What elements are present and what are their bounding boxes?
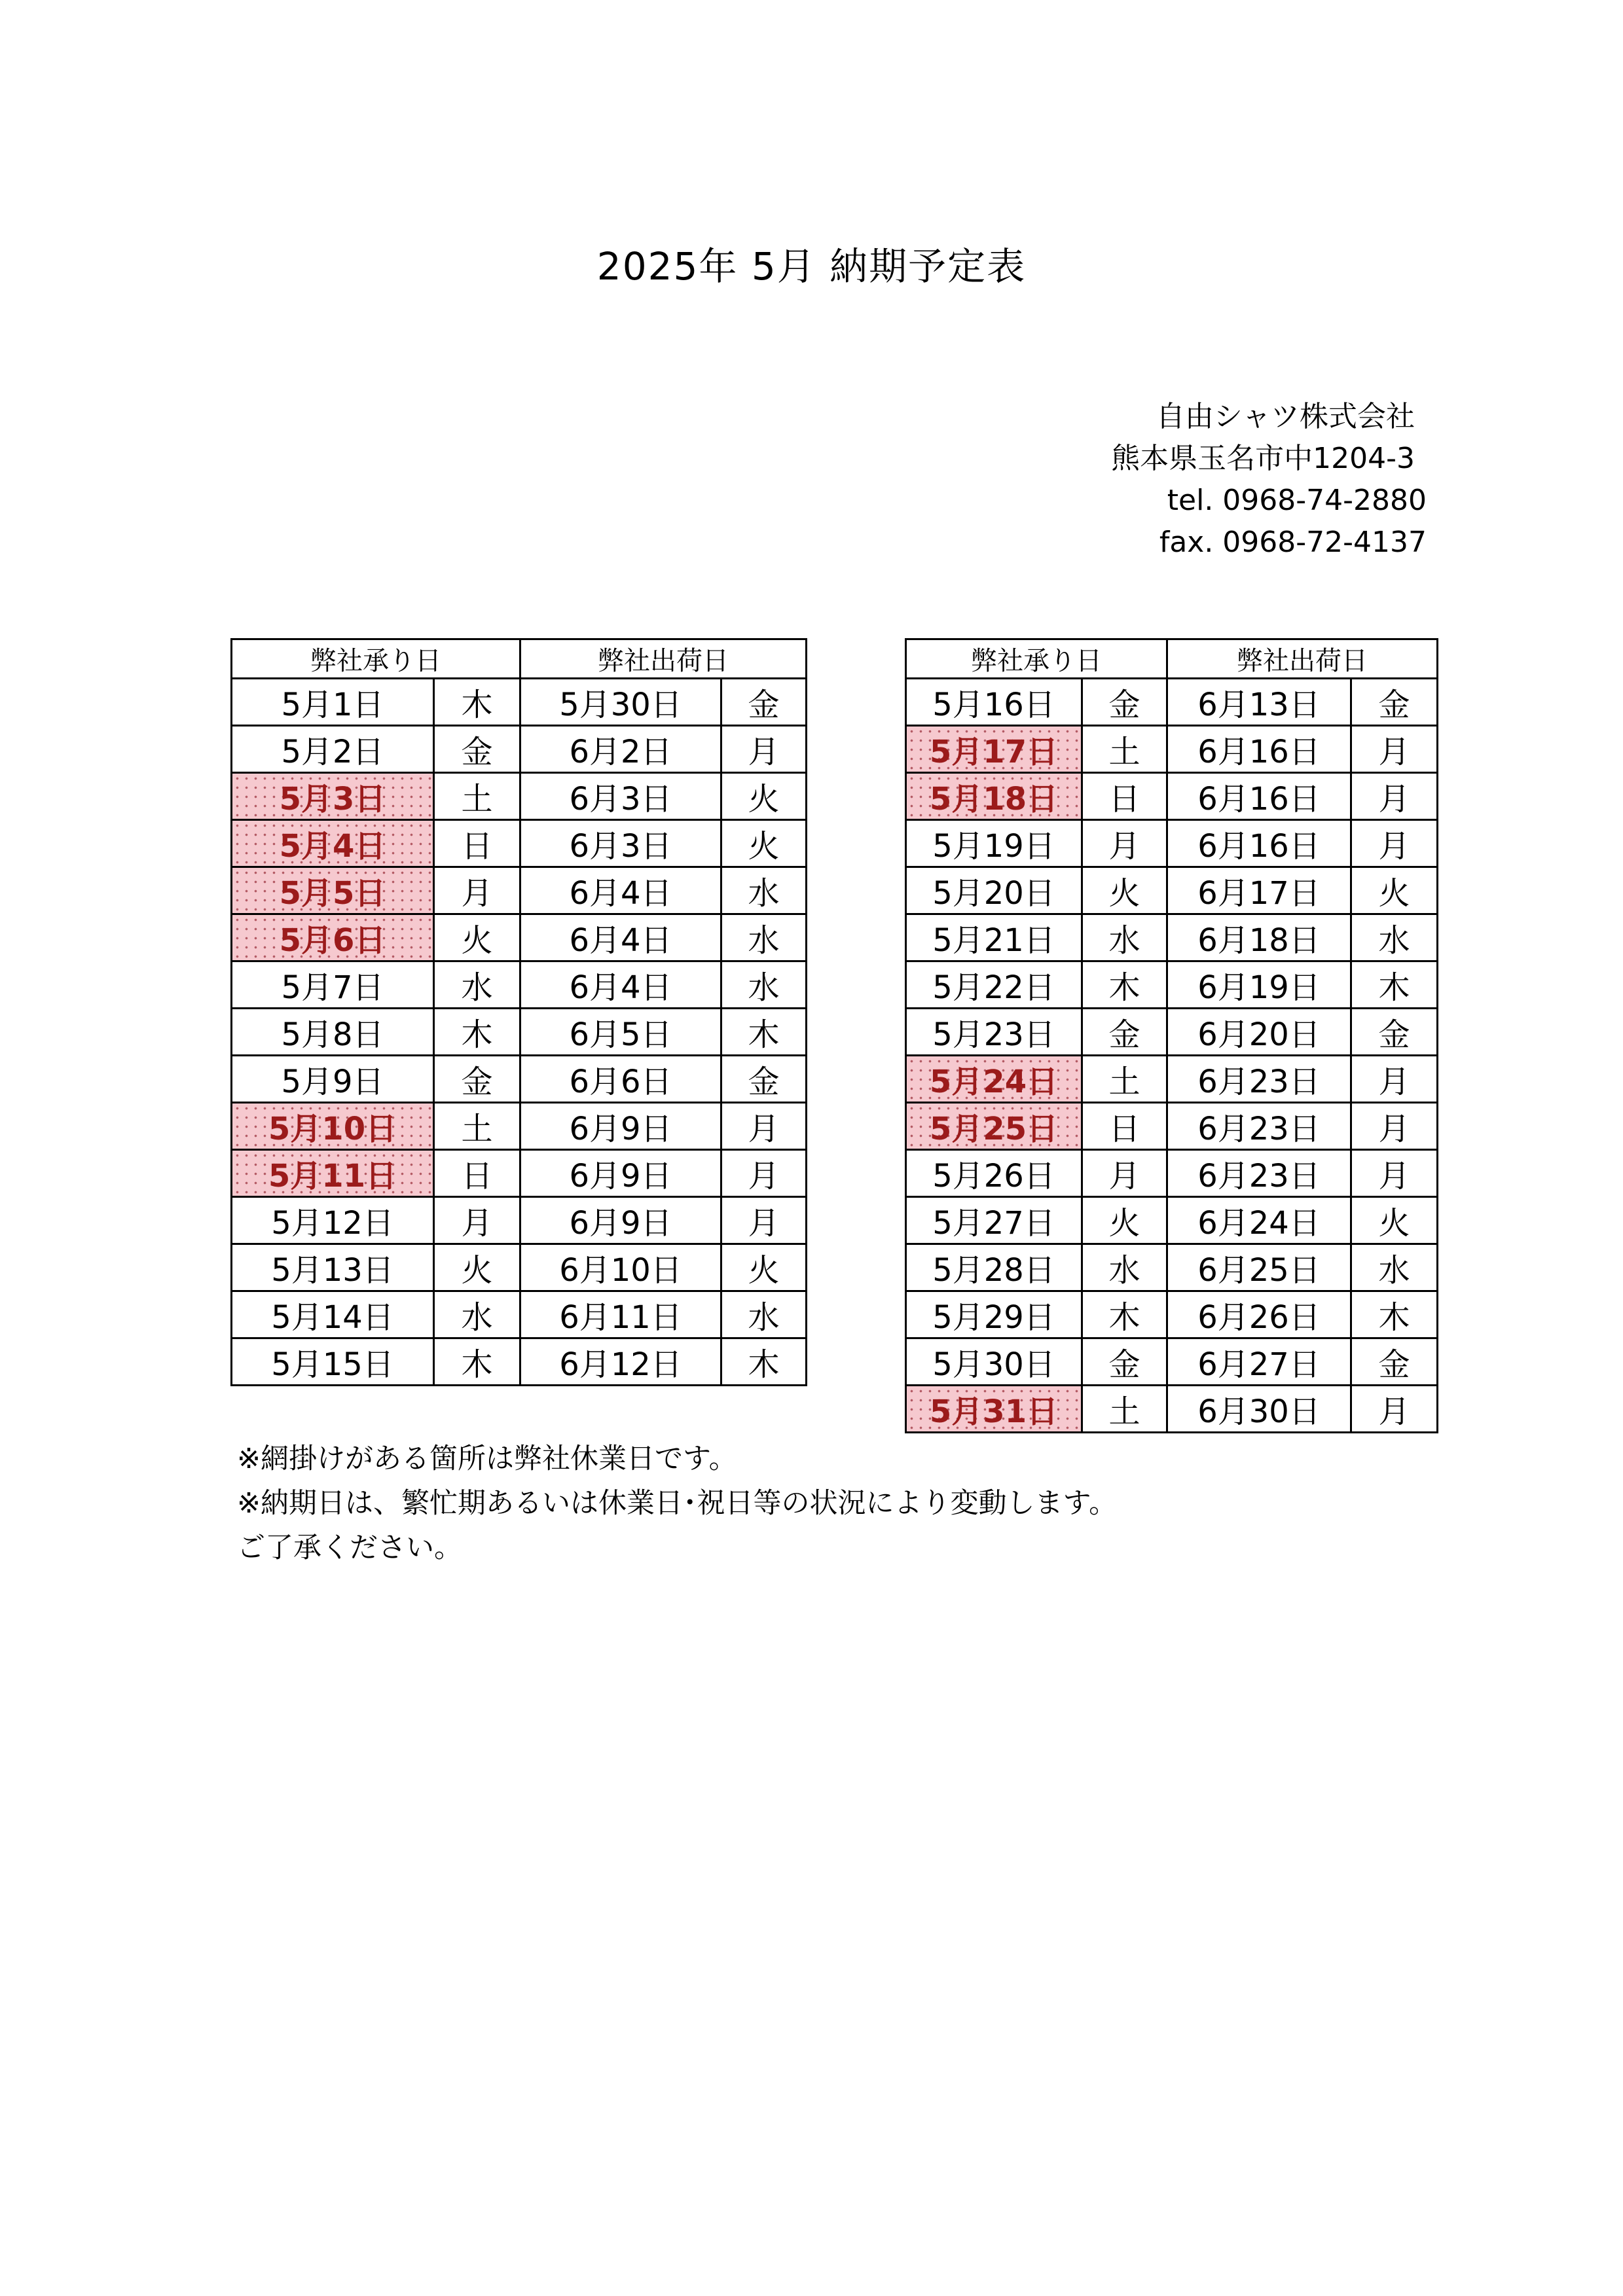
received-weekday-cell: 月 xyxy=(1082,820,1167,867)
table-row xyxy=(906,1197,1438,1244)
table-row xyxy=(232,679,807,726)
shipping-date-cell: 6月4日 xyxy=(520,867,721,914)
shipping-date-cell: 6月23日 xyxy=(1167,1150,1351,1197)
received-weekday-cell: 日 xyxy=(434,1150,520,1197)
received-weekday-cell: 月 xyxy=(1082,1150,1167,1197)
shipping-date-cell: 6月16日 xyxy=(1167,726,1351,773)
received-weekday-cell: 土 xyxy=(1082,726,1167,773)
shipping-weekday-cell: 金 xyxy=(721,679,807,726)
received-date-cell: 5月23日 xyxy=(906,1009,1082,1056)
shipping-weekday-cell: 月 xyxy=(1351,820,1438,867)
shipping-weekday-cell: 金 xyxy=(1351,679,1438,726)
received-date-cell: 5月25日 xyxy=(906,1103,1082,1150)
header-received: 弊社承り日 xyxy=(232,639,520,679)
table-row xyxy=(906,773,1438,820)
shipping-date-cell: 6月9日 xyxy=(520,1103,721,1150)
received-date-cell: 5月18日 xyxy=(906,773,1082,820)
shipping-weekday-cell: 月 xyxy=(1351,1150,1438,1197)
table-row xyxy=(232,1291,807,1338)
received-date-cell: 5月2日 xyxy=(232,726,434,773)
table-row xyxy=(232,1244,807,1291)
received-weekday-cell: 火 xyxy=(434,914,520,961)
table-row xyxy=(906,1291,1438,1338)
shipping-date-cell: 6月20日 xyxy=(1167,1009,1351,1056)
received-date-cell: 5月27日 xyxy=(906,1197,1082,1244)
shipping-date-cell: 5月30日 xyxy=(520,679,721,726)
shipping-weekday-cell: 木 xyxy=(721,1009,807,1056)
table-row xyxy=(232,961,807,1009)
received-weekday-cell: 水 xyxy=(1082,1244,1167,1291)
header-shipping: 弊社出荷日 xyxy=(1167,639,1438,679)
received-weekday-cell: 土 xyxy=(434,773,520,820)
received-weekday-cell: 木 xyxy=(434,679,520,726)
shipping-date-cell: 6月9日 xyxy=(520,1197,721,1244)
received-weekday-cell: 金 xyxy=(1082,679,1167,726)
shipping-weekday-cell: 木 xyxy=(721,1338,807,1386)
received-weekday-cell: 土 xyxy=(1082,1056,1167,1103)
shipping-weekday-cell: 金 xyxy=(1351,1009,1438,1056)
received-weekday-cell: 金 xyxy=(434,1056,520,1103)
received-weekday-cell: 水 xyxy=(434,1291,520,1338)
schedule-table-right xyxy=(905,638,1438,1433)
shipping-weekday-cell: 水 xyxy=(721,961,807,1009)
received-weekday-cell: 月 xyxy=(434,867,520,914)
shipping-date-cell: 6月26日 xyxy=(1167,1291,1351,1338)
received-weekday-cell: 木 xyxy=(1082,961,1167,1009)
shipping-date-cell: 6月16日 xyxy=(1167,773,1351,820)
received-weekday-cell: 火 xyxy=(434,1244,520,1291)
received-date-cell: 5月3日 xyxy=(232,773,434,820)
shipping-date-cell: 6月2日 xyxy=(520,726,721,773)
received-date-cell: 5月31日 xyxy=(906,1386,1082,1433)
received-date-cell: 5月17日 xyxy=(906,726,1082,773)
table-row xyxy=(906,1009,1438,1056)
table-row xyxy=(906,1338,1438,1386)
received-date-cell: 5月6日 xyxy=(232,914,434,961)
shipping-date-cell: 6月3日 xyxy=(520,820,721,867)
company-fax: fax. 0968-72-4137 xyxy=(1159,526,1427,559)
table-row xyxy=(906,1056,1438,1103)
received-date-cell: 5月10日 xyxy=(232,1103,434,1150)
company-address: 熊本県玉名市中1204-3 xyxy=(1111,442,1415,475)
received-date-cell: 5月30日 xyxy=(906,1338,1082,1386)
received-date-cell: 5月9日 xyxy=(232,1056,434,1103)
received-weekday-cell: 日 xyxy=(434,820,520,867)
shipping-weekday-cell: 月 xyxy=(1351,1386,1438,1433)
table-row xyxy=(906,1150,1438,1197)
shipping-date-cell: 6月9日 xyxy=(520,1150,721,1197)
received-weekday-cell: 金 xyxy=(1082,1009,1167,1056)
shipping-weekday-cell: 水 xyxy=(721,867,807,914)
received-date-cell: 5月22日 xyxy=(906,961,1082,1009)
received-weekday-cell: 日 xyxy=(1082,773,1167,820)
shipping-date-cell: 6月25日 xyxy=(1167,1244,1351,1291)
table-row xyxy=(906,726,1438,773)
received-weekday-cell: 木 xyxy=(434,1009,520,1056)
shipping-weekday-cell: 木 xyxy=(1351,961,1438,1009)
table-row xyxy=(232,1338,807,1386)
table-row xyxy=(906,1103,1438,1150)
shipping-date-cell: 6月19日 xyxy=(1167,961,1351,1009)
received-weekday-cell: 金 xyxy=(1082,1338,1167,1386)
shipping-date-cell: 6月27日 xyxy=(1167,1338,1351,1386)
received-date-cell: 5月12日 xyxy=(232,1197,434,1244)
shipping-weekday-cell: 月 xyxy=(721,1197,807,1244)
received-weekday-cell: 水 xyxy=(1082,914,1167,961)
shipping-weekday-cell: 金 xyxy=(1351,1338,1438,1386)
shipping-weekday-cell: 月 xyxy=(721,726,807,773)
table-row xyxy=(906,961,1438,1009)
shipping-weekday-cell: 火 xyxy=(721,773,807,820)
shipping-date-cell: 6月18日 xyxy=(1167,914,1351,961)
shipping-date-cell: 6月12日 xyxy=(520,1338,721,1386)
shipping-weekday-cell: 金 xyxy=(721,1056,807,1103)
table-row xyxy=(232,1009,807,1056)
table-row xyxy=(906,914,1438,961)
table-row xyxy=(906,1386,1438,1433)
received-weekday-cell: 木 xyxy=(434,1338,520,1386)
shipping-weekday-cell: 火 xyxy=(1351,867,1438,914)
received-date-cell: 5月26日 xyxy=(906,1150,1082,1197)
shipping-date-cell: 6月24日 xyxy=(1167,1197,1351,1244)
header-shipping: 弊社出荷日 xyxy=(520,639,807,679)
table-row xyxy=(906,1244,1438,1291)
shipping-date-cell: 6月11日 xyxy=(520,1291,721,1338)
table-row xyxy=(232,867,807,914)
received-date-cell: 5月21日 xyxy=(906,914,1082,961)
table-row xyxy=(232,1056,807,1103)
received-date-cell: 5月8日 xyxy=(232,1009,434,1056)
schedule-table-left xyxy=(230,638,807,1386)
received-date-cell: 5月13日 xyxy=(232,1244,434,1291)
shipping-date-cell: 6月5日 xyxy=(520,1009,721,1056)
received-date-cell: 5月7日 xyxy=(232,961,434,1009)
received-date-cell: 5月16日 xyxy=(906,679,1082,726)
shipping-weekday-cell: 水 xyxy=(721,914,807,961)
received-date-cell: 5月20日 xyxy=(906,867,1082,914)
table-row xyxy=(232,820,807,867)
table-row xyxy=(906,820,1438,867)
shipping-weekday-cell: 木 xyxy=(1351,1291,1438,1338)
note-line: ※納期日は、繁忙期あるいは休業日･祝日等の状況により変動します。 xyxy=(237,1487,1118,1520)
company-name: 自由シャツ株式会社 xyxy=(1156,400,1415,433)
received-date-cell: 5月15日 xyxy=(232,1338,434,1386)
shipping-date-cell: 6月23日 xyxy=(1167,1056,1351,1103)
shipping-weekday-cell: 月 xyxy=(1351,1103,1438,1150)
received-date-cell: 5月1日 xyxy=(232,679,434,726)
notes xyxy=(237,1437,1117,1570)
shipping-weekday-cell: 火 xyxy=(1351,1197,1438,1244)
shipping-weekday-cell: 火 xyxy=(721,1244,807,1291)
received-date-cell: 5月28日 xyxy=(906,1244,1082,1291)
shipping-weekday-cell: 月 xyxy=(1351,1056,1438,1103)
table-row xyxy=(232,773,807,820)
received-weekday-cell: 月 xyxy=(434,1197,520,1244)
shipping-weekday-cell: 月 xyxy=(1351,773,1438,820)
received-date-cell: 5月19日 xyxy=(906,820,1082,867)
note-line: ※網掛けがある箇所は弊社休業日です。 xyxy=(237,1443,737,1475)
shipping-date-cell: 6月13日 xyxy=(1167,679,1351,726)
company-block xyxy=(1111,396,1427,564)
shipping-date-cell: 6月4日 xyxy=(520,914,721,961)
page-title: 2025年 5月 納期予定表 xyxy=(596,244,1027,289)
received-date-cell: 5月11日 xyxy=(232,1150,434,1197)
shipping-date-cell: 6月23日 xyxy=(1167,1103,1351,1150)
shipping-date-cell: 6月4日 xyxy=(520,961,721,1009)
shipping-date-cell: 6月10日 xyxy=(520,1244,721,1291)
shipping-date-cell: 6月3日 xyxy=(520,773,721,820)
received-weekday-cell: 火 xyxy=(1082,1197,1167,1244)
table-row xyxy=(232,914,807,961)
table-row xyxy=(906,867,1438,914)
shipping-weekday-cell: 水 xyxy=(1351,914,1438,961)
shipping-weekday-cell: 月 xyxy=(721,1150,807,1197)
received-date-cell: 5月24日 xyxy=(906,1056,1082,1103)
table-row xyxy=(232,1103,807,1150)
received-date-cell: 5月14日 xyxy=(232,1291,434,1338)
received-weekday-cell: 土 xyxy=(1082,1386,1167,1433)
shipping-weekday-cell: 水 xyxy=(1351,1244,1438,1291)
note-line: ご了承ください。 xyxy=(237,1532,462,1564)
shipping-date-cell: 6月16日 xyxy=(1167,820,1351,867)
table-row xyxy=(232,1150,807,1197)
received-date-cell: 5月5日 xyxy=(232,867,434,914)
shipping-weekday-cell: 水 xyxy=(721,1291,807,1338)
received-weekday-cell: 木 xyxy=(1082,1291,1167,1338)
shipping-weekday-cell: 月 xyxy=(1351,726,1438,773)
received-weekday-cell: 日 xyxy=(1082,1103,1167,1150)
shipping-date-cell: 6月6日 xyxy=(520,1056,721,1103)
shipping-weekday-cell: 月 xyxy=(721,1103,807,1150)
received-weekday-cell: 火 xyxy=(1082,867,1167,914)
header-received: 弊社承り日 xyxy=(906,639,1167,679)
received-weekday-cell: 土 xyxy=(434,1103,520,1150)
received-weekday-cell: 水 xyxy=(434,961,520,1009)
shipping-date-cell: 6月30日 xyxy=(1167,1386,1351,1433)
table-row xyxy=(232,726,807,773)
received-date-cell: 5月29日 xyxy=(906,1291,1082,1338)
table-row xyxy=(232,1197,807,1244)
table-row xyxy=(906,679,1438,726)
company-tel: tel. 0968-74-2880 xyxy=(1167,484,1427,517)
shipping-date-cell: 6月17日 xyxy=(1167,867,1351,914)
received-weekday-cell: 金 xyxy=(434,726,520,773)
shipping-weekday-cell: 火 xyxy=(721,820,807,867)
received-date-cell: 5月4日 xyxy=(232,820,434,867)
